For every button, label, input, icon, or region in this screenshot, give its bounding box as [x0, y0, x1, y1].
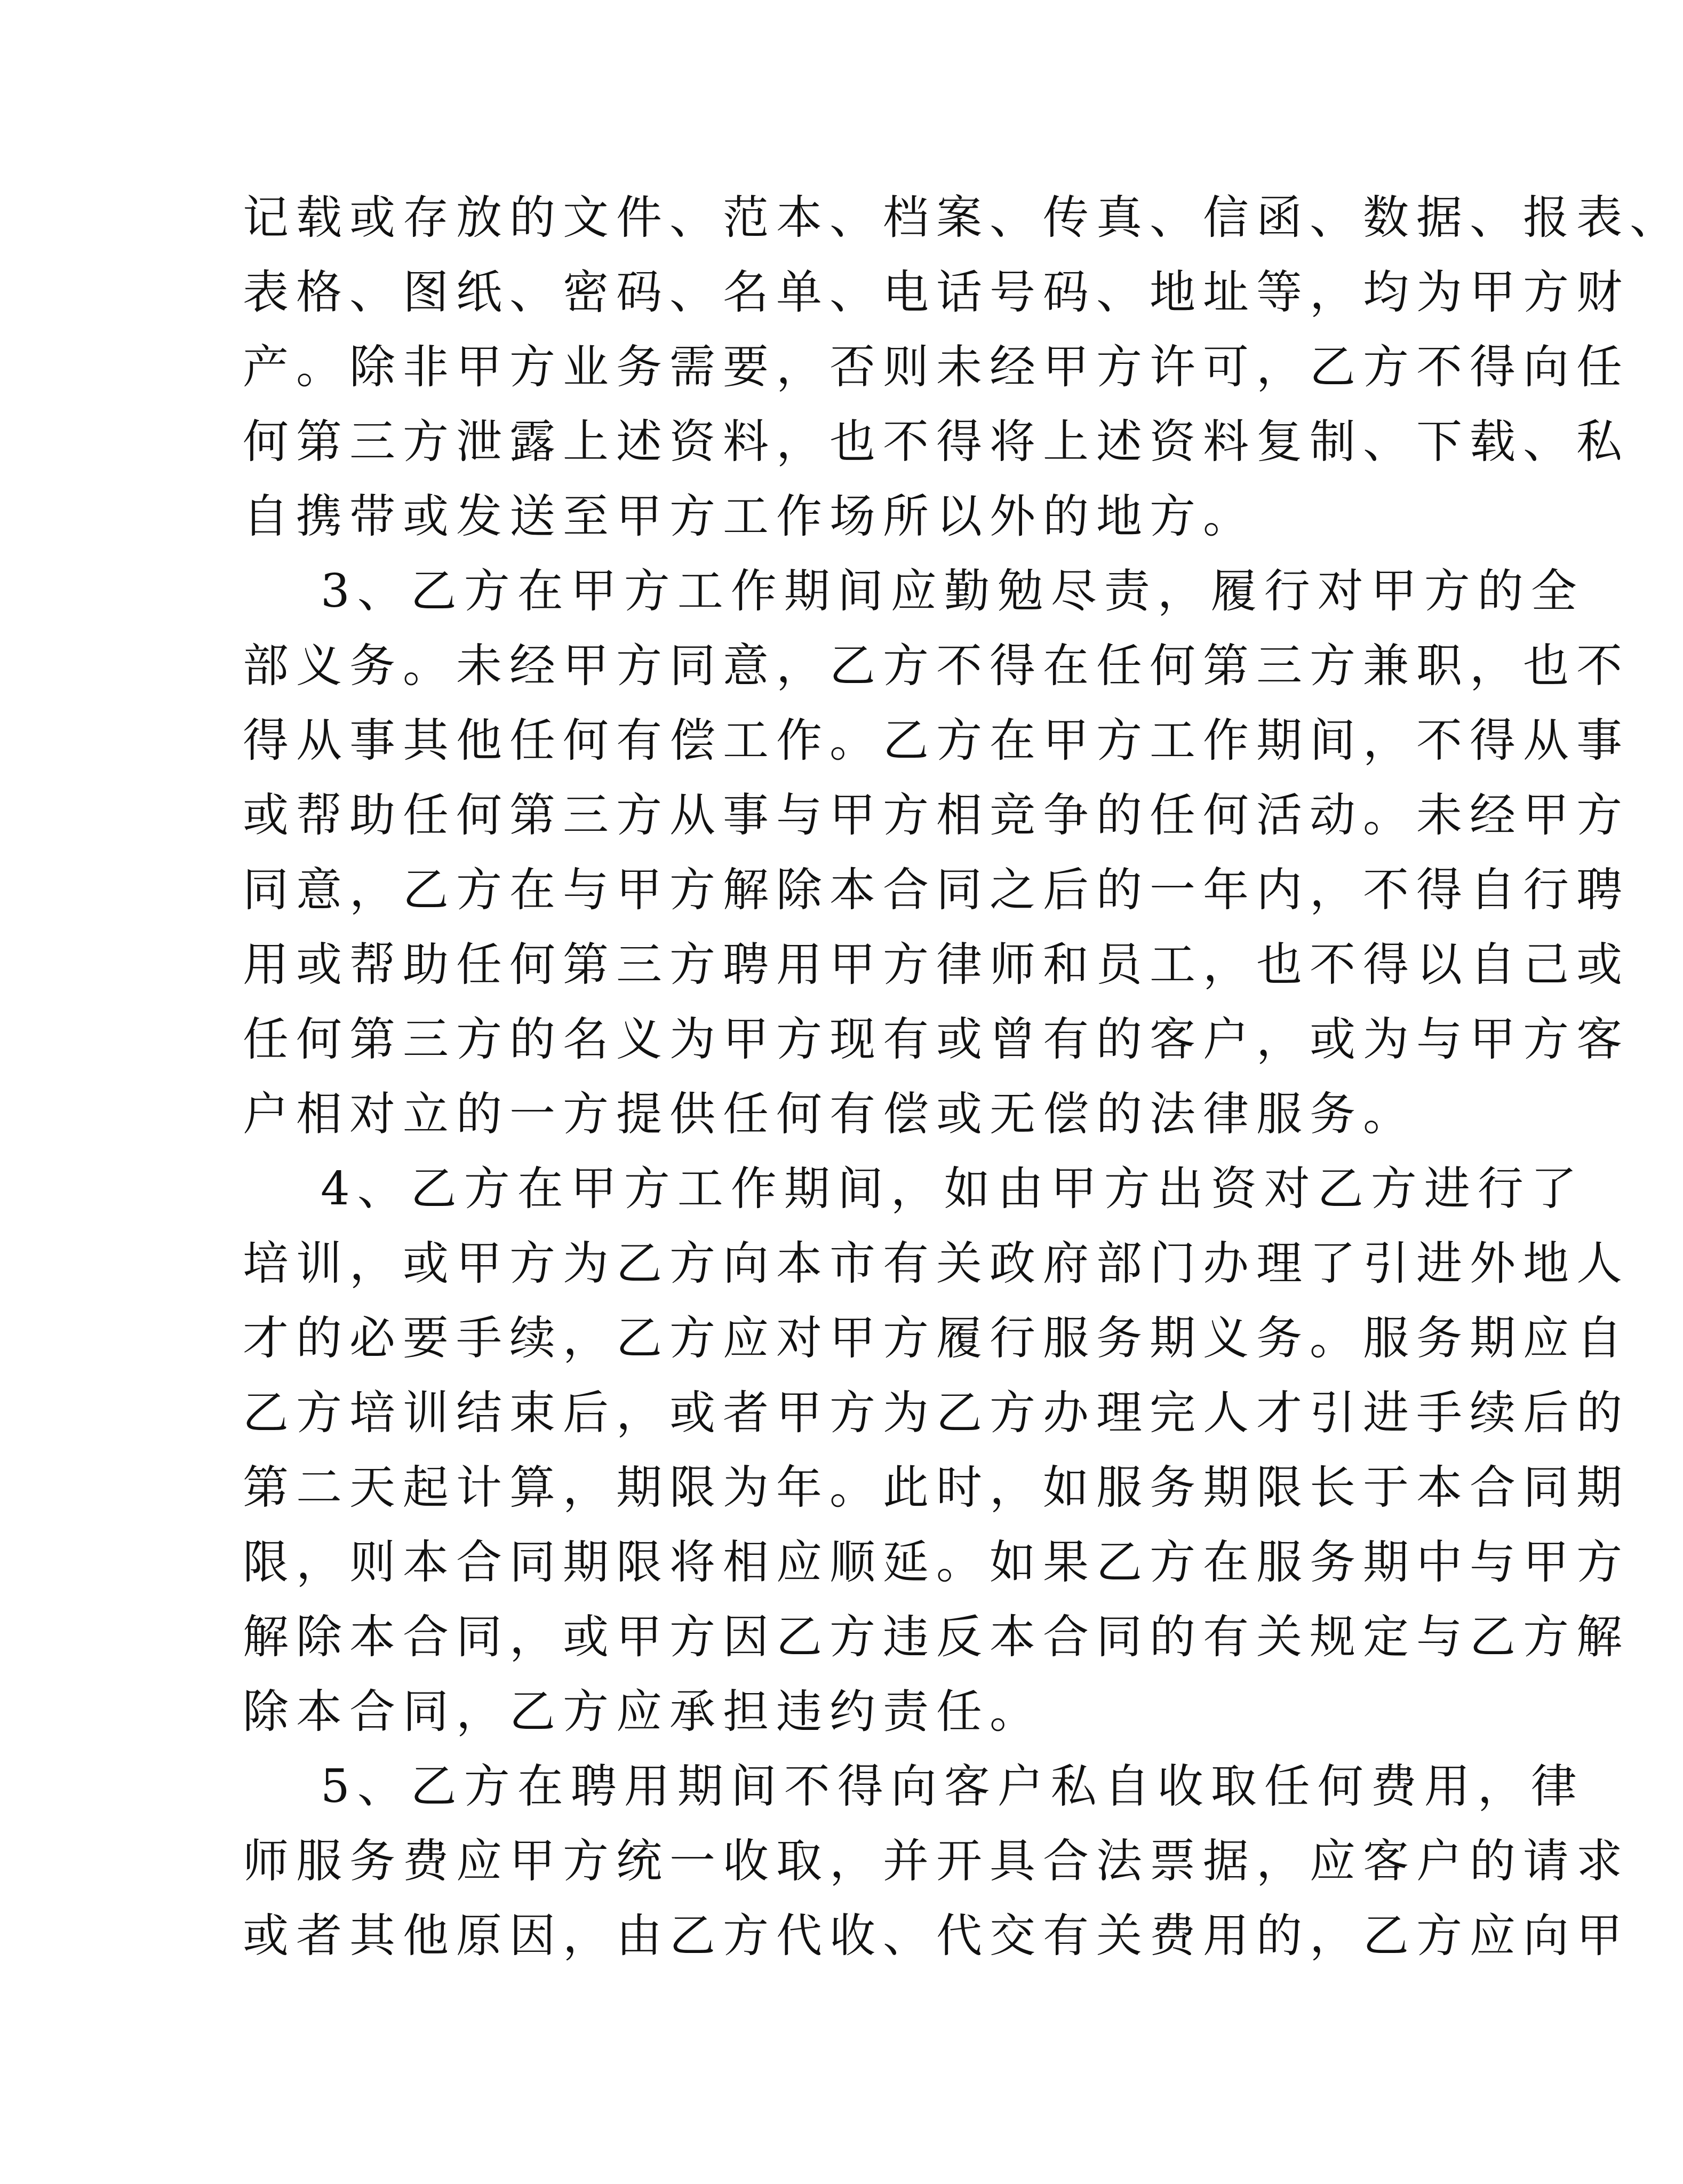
text-line: 或者其他原因，由乙方代收、代交有关费用的，乙方应向甲	[243, 1909, 1630, 1963]
text-line: 得从事其他任何有偿工作。乙方在甲方工作期间，不得从事	[243, 714, 1630, 767]
text-line: 4、乙方在甲方工作期间，如由甲方出资对乙方进行了	[321, 1162, 1584, 1216]
document-body	[243, 180, 1683, 1973]
text-line: 户相对立的一方提供任何有偿或无偿的法律服务。	[243, 1087, 1416, 1141]
text-line: 乙方培训结束后，或者甲方为乙方办理完人才引进手续后的	[243, 1386, 1630, 1440]
paragraph-confidentiality	[243, 180, 1683, 554]
text-line: 第二天起计算，期限为年。此时，如服务期限长于本合同期	[243, 1461, 1630, 1514]
text-line: 才的必要手续，乙方应对甲方履行服务期义务。服务期应自	[243, 1312, 1630, 1365]
text-line: 5、乙方在聘用期间不得向客户私自收取任何费用，律	[321, 1760, 1584, 1813]
text-line: 自携带或发送至甲方工作场所以外的地方。	[243, 490, 1256, 543]
text-line: 师服务费应甲方统一收取，并开具合法票据，应客户的请求	[243, 1834, 1630, 1888]
text-line: 或帮助任何第三方从事与甲方相竞争的任何活动。未经甲方	[243, 789, 1630, 842]
text-line: 记载或存放的文件、范本、档案、传真、信函、数据、报表、	[243, 191, 1683, 244]
text-line: 表格、图纸、密码、名单、电话号码、地址等，均为甲方财	[243, 266, 1630, 319]
text-line: 培训，或甲方为乙方向本市有关政府部门办理了引进外地人	[243, 1237, 1630, 1290]
text-line: 限，则本合同期限将相应顺延。如果乙方在服务期中与甲方	[243, 1536, 1630, 1589]
text-line: 3、乙方在甲方工作期间应勤勉尽责，履行对甲方的全	[321, 565, 1584, 618]
text-line: 任何第三方的名义为甲方现有或曾有的客户，或为与甲方客	[243, 1013, 1630, 1066]
paragraph-clause-4	[243, 1151, 1630, 1749]
text-line: 除本合同，乙方应承担违约责任。	[243, 1685, 1043, 1738]
text-line: 何第三方泄露上述资料，也不得将上述资料复制、下载、私	[243, 415, 1630, 468]
paragraph-clause-5	[243, 1749, 1630, 1973]
text-line: 解除本合同，或甲方因乙方违反本合同的有关规定与乙方解	[243, 1610, 1630, 1664]
paragraph-clause-3	[243, 554, 1630, 1151]
text-line: 产。除非甲方业务需要，否则未经甲方许可，乙方不得向任	[243, 340, 1630, 394]
text-line: 同意，乙方在与甲方解除本合同之后的一年内，不得自行聘	[243, 863, 1630, 917]
text-line: 用或帮助任何第三方聘用甲方律师和员工，也不得以自己或	[243, 938, 1630, 991]
text-line: 部义务。未经甲方同意，乙方不得在任何第三方兼职，也不	[243, 639, 1630, 693]
